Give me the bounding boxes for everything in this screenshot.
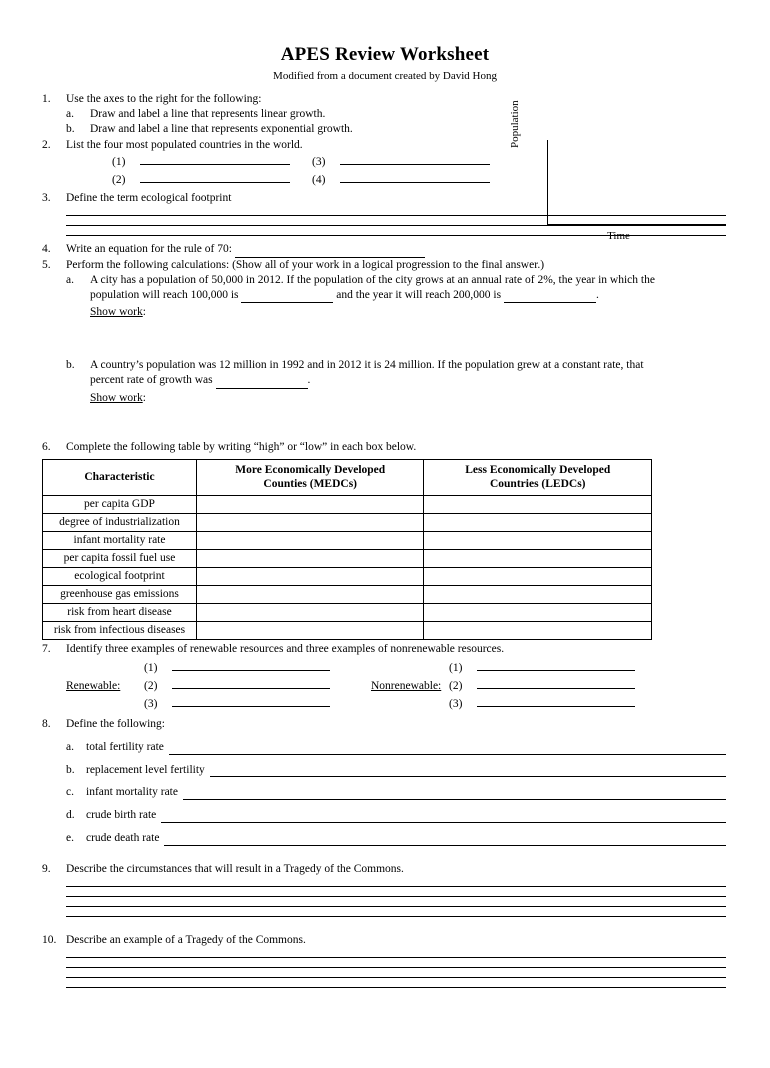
table-cell-medc[interactable] <box>196 549 424 567</box>
table-cell-ledc[interactable] <box>424 513 652 531</box>
renewable-row-2 <box>66 677 371 695</box>
question-7-columns <box>66 659 726 714</box>
question-5a-blank-2[interactable] <box>504 291 596 303</box>
answer-line[interactable] <box>66 957 726 958</box>
table-header-medc-line1: More Economically Developed <box>235 463 386 476</box>
answer-line[interactable] <box>66 987 726 988</box>
question-8d-term: crude birth rate <box>86 809 157 822</box>
question-8b-label: b. <box>66 763 75 776</box>
table-cell-ledc[interactable] <box>424 603 652 621</box>
question-8e-term: crude death rate <box>86 831 160 844</box>
table-row-label: degree of industrialization <box>43 513 197 531</box>
renewable-item-3-blank[interactable] <box>172 695 330 707</box>
question-2-item-2-label: (2) <box>112 173 126 186</box>
question-1-text: Use the axes to the right for the following: <box>66 93 262 105</box>
question-9 <box>42 862 726 877</box>
worksheet-page <box>0 44 770 1068</box>
table-cell-medc[interactable] <box>196 531 424 549</box>
question-8 <box>42 717 726 732</box>
table-cell-medc[interactable] <box>196 495 424 513</box>
question-9-number: 9. <box>42 862 51 875</box>
show-work-colon: : <box>142 391 146 404</box>
question-5b-line2 <box>90 373 726 388</box>
table-row-label: ecological footprint <box>43 567 197 585</box>
question-8a <box>66 741 726 755</box>
table-row-label: risk from infectious diseases <box>43 621 197 639</box>
question-3-text: Define the term ecological footprint <box>66 192 232 205</box>
question-2-item-4-blank[interactable] <box>340 171 490 183</box>
renewable-column <box>66 659 371 714</box>
question-1a-text: Draw and label a line that represents linear growth. <box>90 108 326 121</box>
question-1b-label: b. <box>66 123 75 136</box>
table-header-characteristic: Characteristic <box>43 459 197 495</box>
question-1b-text: Draw and label a line that represents exponential growth. <box>90 123 353 136</box>
question-8b <box>66 764 726 778</box>
table-cell-ledc[interactable] <box>424 585 652 603</box>
table-header-row <box>43 459 652 495</box>
renewable-item-1-label: (1) <box>144 661 158 674</box>
table-row <box>43 495 652 513</box>
question-8e-blank[interactable] <box>164 833 726 846</box>
question-4 <box>42 242 726 257</box>
table-header-medc-line2: Counties (MEDCs) <box>263 478 358 491</box>
question-5b-line1: A country’s population was 12 million in 1992 and in 2012 it is 24 million. If the population grew at a constant rate, that <box>90 359 644 372</box>
question-2-text: List the four most populated countries in the world. <box>66 138 303 151</box>
question-5a-text-mid: and the year it will reach 200,000 is <box>336 288 502 301</box>
question-9-text: Describe the circumstances that will result in a Tragedy of the Commons. <box>66 862 404 875</box>
question-1 <box>42 92 726 107</box>
show-work-label: Show work <box>90 391 143 404</box>
question-10-number: 10. <box>42 933 57 946</box>
question-8a-label: a. <box>66 740 74 753</box>
table-header-ledc <box>424 459 652 495</box>
answer-line[interactable] <box>66 886 726 887</box>
table-cell-medc[interactable] <box>196 513 424 531</box>
question-7-text: Identify three examples of renewable resources and three examples of nonrenewable resources. <box>66 642 505 655</box>
table-row <box>43 549 652 567</box>
nonrenewable-label: Nonrenewable: <box>371 680 442 693</box>
show-work-label: Show work <box>90 306 143 319</box>
question-2-number: 2. <box>42 138 51 151</box>
question-4-number: 4. <box>42 243 51 256</box>
question-8c <box>66 786 726 800</box>
table-row <box>43 513 652 531</box>
nonrenewable-column <box>371 659 676 714</box>
question-4-blank[interactable] <box>235 246 425 258</box>
question-2-item-1-blank[interactable] <box>140 153 290 165</box>
question-8-number: 8. <box>42 717 51 730</box>
question-3 <box>42 191 726 206</box>
table-row <box>43 603 652 621</box>
question-5a-blank-1[interactable] <box>241 291 333 303</box>
question-4-text <box>66 242 726 257</box>
question-7 <box>42 642 726 657</box>
question-5a-text <box>90 273 726 321</box>
nonrenewable-row-1 <box>371 659 676 677</box>
renewable-item-3-label: (3) <box>144 698 158 711</box>
question-7-number: 7. <box>42 642 51 655</box>
question-8c-term: infant mortality rate <box>86 786 178 799</box>
question-10-text: Describe an example of a Tragedy of the Commons. <box>66 933 306 946</box>
question-8e <box>66 832 726 846</box>
nonrenewable-item-1-label: (1) <box>449 661 463 674</box>
question-5b-blank[interactable] <box>216 377 308 389</box>
question-5b-show-work <box>90 391 726 406</box>
table-cell-ledc[interactable] <box>424 567 652 585</box>
table-row <box>43 621 652 639</box>
question-5a-line1: A city has a population of 50,000 in 2012. If the population of the city grows at an annual rate of 2%, the year in which the <box>90 273 655 286</box>
answer-line[interactable] <box>66 977 726 978</box>
question-6-text: Complete the following table by writing “high” or “low” in each box below. <box>66 440 417 453</box>
question-8d <box>66 809 726 823</box>
question-8-text: Define the following: <box>66 717 166 730</box>
page-subtitle: Modified from a document created by David Hong <box>273 70 497 82</box>
question-2-item-3-label: (3) <box>312 155 326 168</box>
table-row-label: per capita fossil fuel use <box>43 549 197 567</box>
table-row-label: infant mortality rate <box>43 531 197 549</box>
question-9-answer-lines <box>66 886 726 917</box>
medc-ledc-table <box>42 459 652 640</box>
question-1b <box>66 122 726 137</box>
question-6-number: 6. <box>42 440 51 453</box>
question-5-number: 5. <box>42 258 51 271</box>
table-cell-ledc[interactable] <box>424 621 652 639</box>
table-header-medc <box>196 459 424 495</box>
table-cell-ledc[interactable] <box>424 531 652 549</box>
nonrenewable-item-2-label: (2) <box>449 680 463 693</box>
question-1a <box>66 107 726 122</box>
renewable-item-1-blank[interactable] <box>172 659 330 671</box>
renewable-row-1 <box>66 659 371 677</box>
question-8b-blank[interactable] <box>210 764 726 777</box>
question-2-item-1-label: (1) <box>112 155 126 168</box>
question-5b-label: b. <box>66 359 75 372</box>
question-8c-label: c. <box>66 786 74 799</box>
question-8d-label: d. <box>66 809 75 822</box>
table-row <box>43 567 652 585</box>
show-work-colon: : <box>142 306 146 319</box>
graph-axes <box>547 140 726 225</box>
nonrenewable-item-3-blank[interactable] <box>477 695 635 707</box>
question-5b-text-pre: percent rate of growth was <box>90 374 213 387</box>
table-cell-medc[interactable] <box>196 567 424 585</box>
table-cell-ledc[interactable] <box>424 549 652 567</box>
worksheet-body-lower <box>42 642 726 988</box>
question-1-number: 1. <box>42 93 51 105</box>
table-body <box>43 495 652 639</box>
question-5a-show-work <box>90 305 726 320</box>
question-8e-label: e. <box>66 831 74 844</box>
question-8b-term: replacement level fertility <box>86 763 205 776</box>
question-5a-line2 <box>90 288 726 303</box>
table-row-label: per capita GDP <box>43 495 197 513</box>
question-6 <box>42 440 726 455</box>
question-8c-blank[interactable] <box>183 787 726 800</box>
question-5a <box>66 273 726 321</box>
table-row-label: greenhouse gas emissions <box>43 585 197 603</box>
question-5 <box>42 258 726 273</box>
worksheet-body <box>42 92 726 455</box>
question-5b-text <box>90 358 726 406</box>
question-5-text: Perform the following calculations: (Show all of your work in a logical progression to the final answer.) <box>66 258 545 271</box>
nonrenewable-item-1-blank[interactable] <box>477 659 635 671</box>
nonrenewable-item-2-blank[interactable] <box>477 677 635 689</box>
question-8d-blank[interactable] <box>161 810 726 823</box>
table-row <box>43 585 652 603</box>
graph-y-axis-label: Population <box>509 100 521 148</box>
table-cell-medc[interactable] <box>196 603 424 621</box>
table-row <box>43 531 652 549</box>
question-5b <box>66 358 726 406</box>
question-4-label: Write an equation for the rule of 70: <box>66 243 232 256</box>
question-10-answer-lines <box>66 957 726 988</box>
nonrenewable-row-3 <box>371 695 676 713</box>
answer-line[interactable] <box>66 967 726 968</box>
answer-line[interactable] <box>66 896 726 897</box>
question-8a-blank[interactable] <box>169 742 726 755</box>
renewable-label: Renewable: <box>66 680 121 693</box>
question-2-item-2-blank[interactable] <box>140 171 290 183</box>
question-2-item-3-blank[interactable] <box>340 153 490 165</box>
table-header-ledc-line1: Less Economically Developed <box>465 463 611 476</box>
question-10 <box>42 933 726 948</box>
question-1a-label: a. <box>66 108 74 121</box>
question-5a-text-end: . <box>595 288 599 301</box>
answer-line[interactable] <box>66 906 726 907</box>
table-header-ledc-line2: Countries (LEDCs) <box>489 478 586 491</box>
nonrenewable-item-3-label: (3) <box>449 698 463 711</box>
table-row-label: risk from heart disease <box>43 603 197 621</box>
question-2-item-4-label: (4) <box>312 173 326 186</box>
question-5a-label: a. <box>66 273 74 286</box>
renewable-row-3 <box>66 695 371 713</box>
table-cell-ledc[interactable] <box>424 495 652 513</box>
nonrenewable-row-2 <box>371 677 676 695</box>
renewable-item-2-label: (2) <box>144 680 158 693</box>
renewable-item-2-blank[interactable] <box>172 677 330 689</box>
question-5b-text-end: . <box>307 374 311 387</box>
question-3-number: 3. <box>42 192 51 205</box>
question-8a-term: total fertility rate <box>86 740 164 753</box>
question-5a-text-pre: population will reach 100,000 is <box>90 288 239 301</box>
question-2 <box>42 138 726 153</box>
table-cell-medc[interactable] <box>196 585 424 603</box>
page-title: APES Review Worksheet <box>280 44 490 65</box>
table-cell-medc[interactable] <box>196 621 424 639</box>
graph-x-axis-label: Time <box>607 230 630 242</box>
